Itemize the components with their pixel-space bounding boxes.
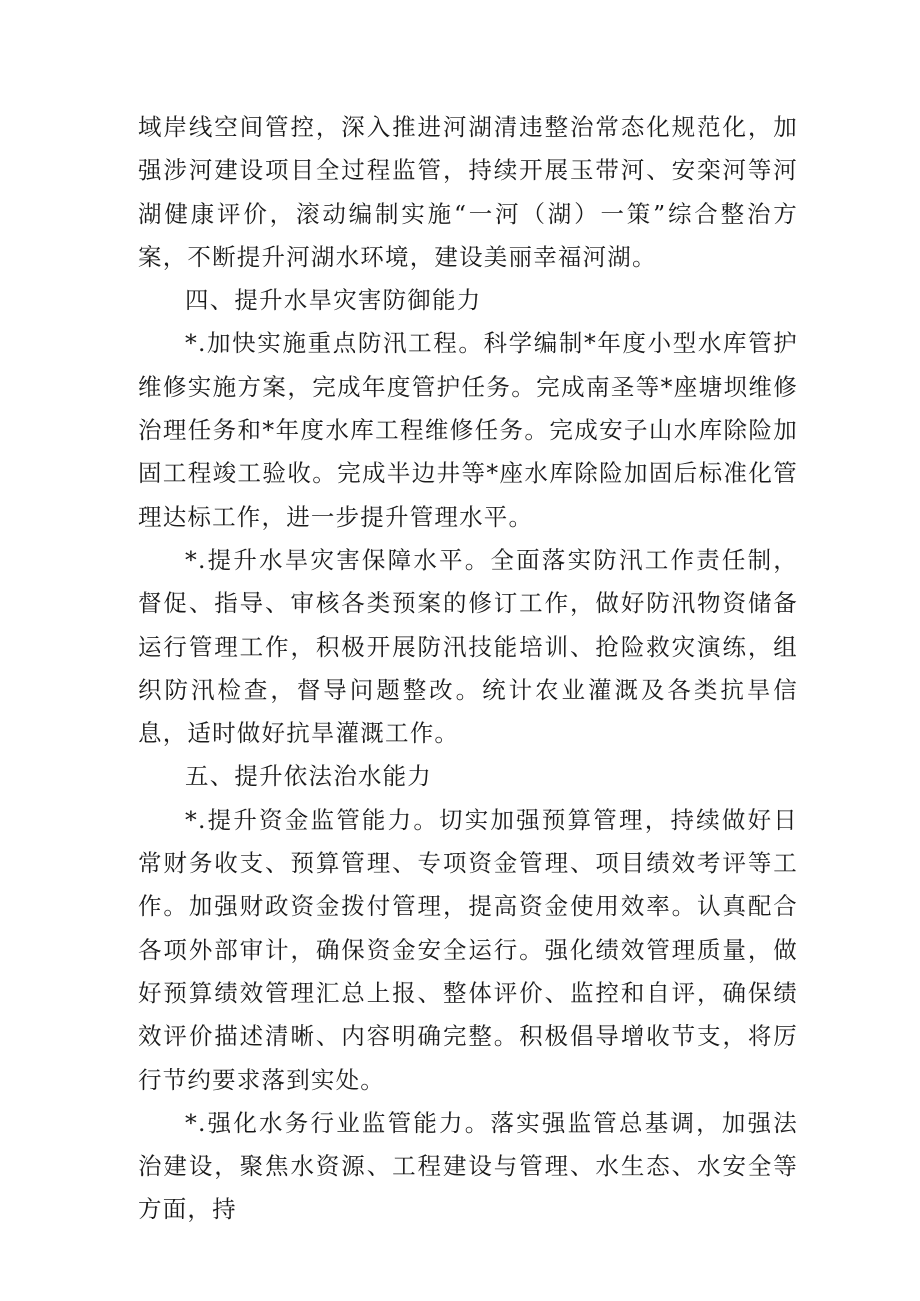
paragraph-industry-supervision: *.强化水务行业监管能力。落实强监管总基调，加强法治建设，聚焦水资源、工程建设与管理、水生态、水安全等方面，持 xyxy=(138,1108,798,1224)
paragraph-disaster-protection: *.提升水旱灾害保障水平。全面落实防汛工作责任制，督促、指导、审核各类预案的修订工作，做好防汛物资储备运行管理工作，积极开展防汛技能培训、抢险救灾演练，组织防汛检查，督导问题整改。统计农业灌溉及各类抗旱信息，适时做好抗旱灌溉工作。 xyxy=(138,545,798,748)
section-heading-flood-drought-defense: 四、提升水旱灾害防御能力 xyxy=(185,286,482,315)
paragraph-fund-supervision: *.提升资金监管能力。切实加强预算管理，持续做好日常财务收支、预算管理、专项资金管理、项目绩效考评等工作。加强财政资金拨付管理，提高资金使用效率。认真配合各项外部审计，确保资金安全运行。强化绩效管理质量，做好预算绩效管理汇总上报、整体评价、监控和自评，确保绩效评价描述清晰、内容明确完整。积极倡导增收节支，将厉行节约要求落到实处。 xyxy=(138,805,798,1094)
document-body xyxy=(138,106,798,1232)
section-heading-law-based-water-governance: 五、提升依法治水能力 xyxy=(185,762,432,791)
paragraph-river-management-continued: 域岸线空间管控，深入推进河湖清违整治常态化规范化，加强涉河建设项目全过程监管，持续开展玉带河、安栾河等河湖健康评价，滚动编制实施“一河（湖）一策”综合整治方案，不断提升河湖水环境，建设美丽幸福河湖。 xyxy=(138,113,798,271)
paragraph-flood-control-projects: *.加快实施重点防汛工程。科学编制*年度小型水库管护维修实施方案，完成年度管护任务。完成南圣等*座塘坝维修治理任务和*年度水库工程维修任务。完成安子山水库除险加固工程竣工验收。完成半边井等*座水库除险加固后标准化管理达标工作，进一步提升管理水平。 xyxy=(138,329,798,531)
